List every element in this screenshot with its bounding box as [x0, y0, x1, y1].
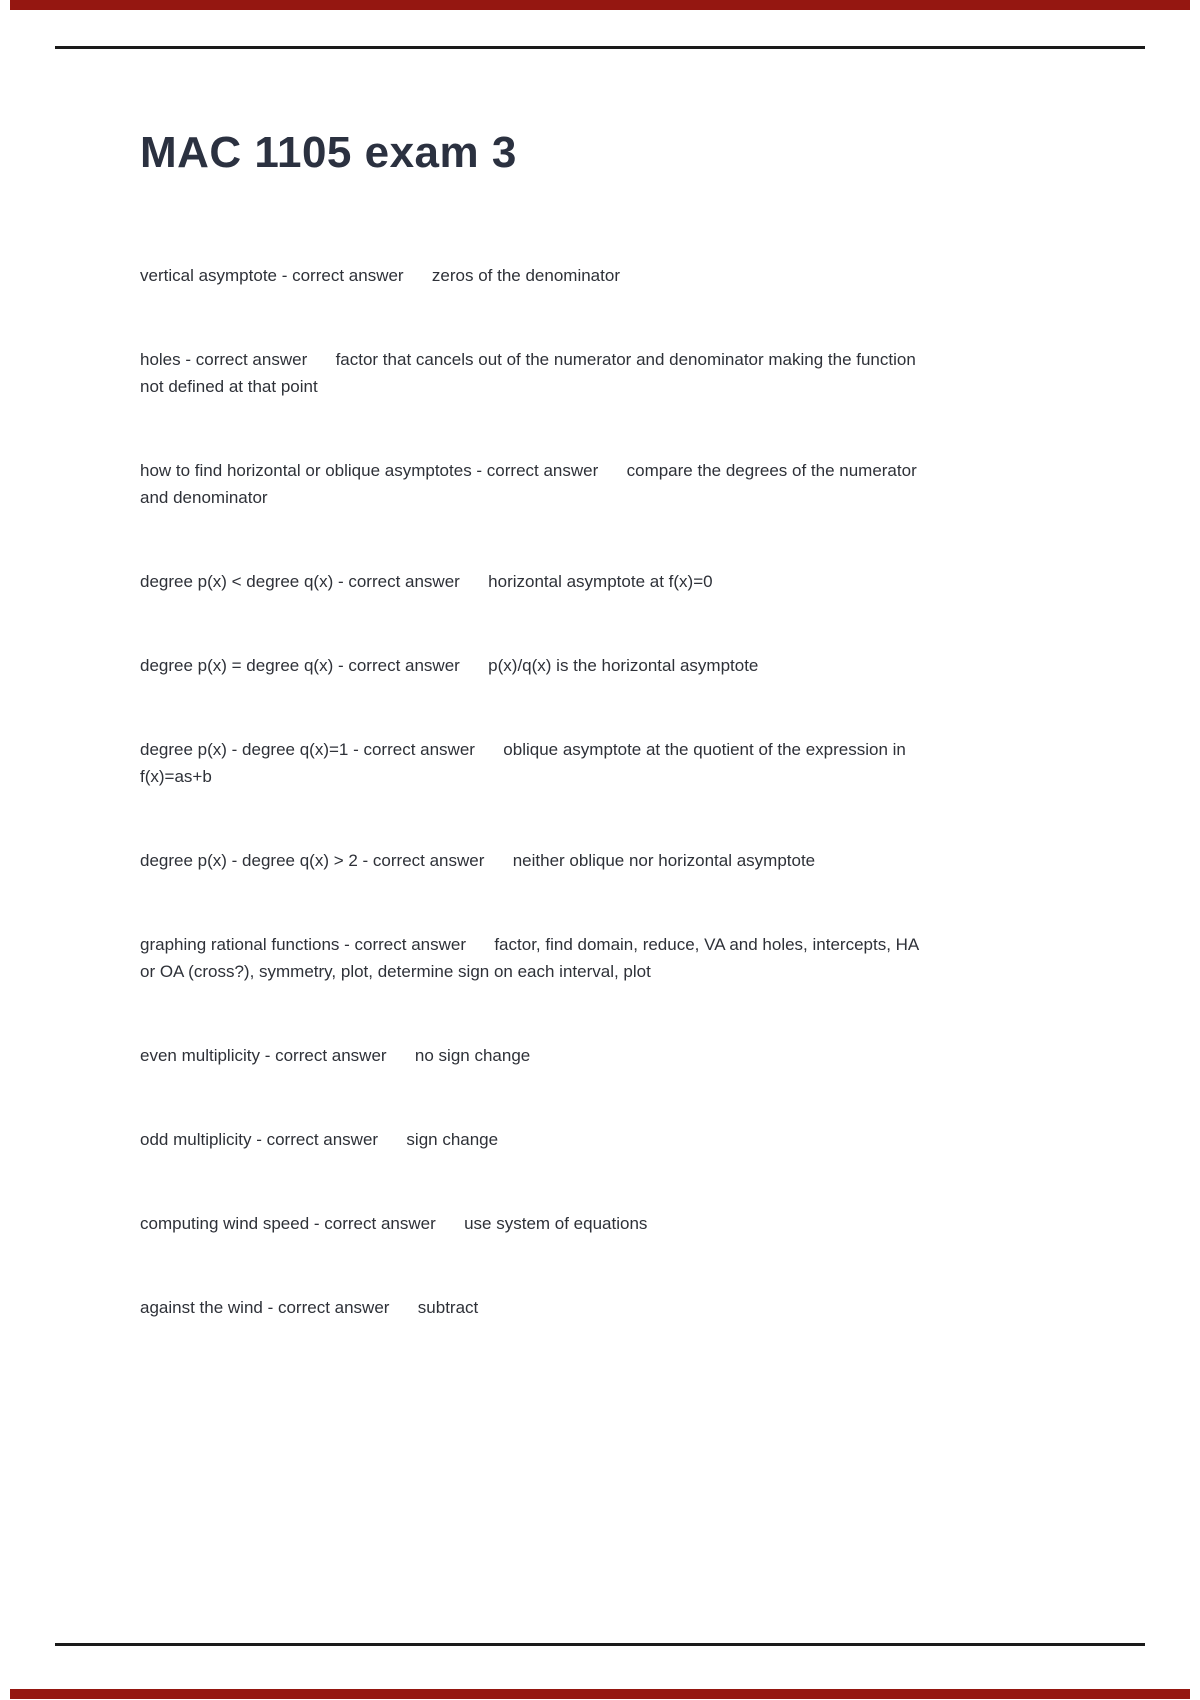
qa-line: vertical asymptote - correct answer zeros of the denominator: [140, 266, 620, 285]
header-rule: [55, 46, 1145, 49]
qa-item: [140, 568, 1100, 595]
qa-item: [140, 457, 1100, 511]
qa-item: [140, 1126, 1100, 1153]
qa-item: [140, 1042, 1100, 1069]
qa-line: computing wind speed - correct answer use system of equations: [140, 1214, 648, 1233]
qa-line: f(x)=as+b: [140, 767, 212, 786]
qa-line: and denominator: [140, 488, 268, 507]
qa-line: graphing rational functions - correct answer factor, find domain, reduce, VA and holes, intercepts, HA: [140, 935, 920, 954]
qa-line: degree p(x) - degree q(x)=1 - correct answer oblique asymptote at the quotient of the expression in: [140, 740, 906, 759]
page-title: MAC 1105 exam 3: [140, 128, 517, 177]
qa-item: [140, 931, 1100, 985]
bottom-accent-bar: [10, 1689, 1190, 1699]
qa-line: even multiplicity - correct answer no sign change: [140, 1046, 531, 1065]
qa-line: odd multiplicity - correct answer sign change: [140, 1130, 499, 1149]
qa-line: not defined at that point: [140, 377, 318, 396]
qa-item: [140, 346, 1100, 400]
qa-item: [140, 847, 1100, 874]
qa-line: against the wind - correct answer subtract: [140, 1298, 479, 1317]
qa-line: degree p(x) - degree q(x) > 2 - correct answer neither oblique nor horizontal asymptote: [140, 851, 816, 870]
qa-item: [140, 262, 1100, 289]
qa-item: [140, 1294, 1100, 1321]
top-accent-bar: [10, 0, 1190, 10]
qa-list: [140, 262, 1100, 1378]
qa-item: [140, 652, 1100, 679]
qa-item: [140, 1210, 1100, 1237]
qa-item: [140, 736, 1100, 790]
qa-line: holes - correct answer factor that cancels out of the numerator and denominator making the function: [140, 350, 916, 369]
qa-line: degree p(x) = degree q(x) - correct answer p(x)/q(x) is the horizontal asymptote: [140, 656, 759, 675]
footer-rule: [55, 1643, 1145, 1646]
qa-line: how to find horizontal or oblique asymptotes - correct answer compare the degrees of the numerator: [140, 461, 917, 480]
qa-line: degree p(x) < degree q(x) - correct answer horizontal asymptote at f(x)=0: [140, 572, 713, 591]
qa-line: or OA (cross?), symmetry, plot, determine sign on each interval, plot: [140, 962, 651, 981]
